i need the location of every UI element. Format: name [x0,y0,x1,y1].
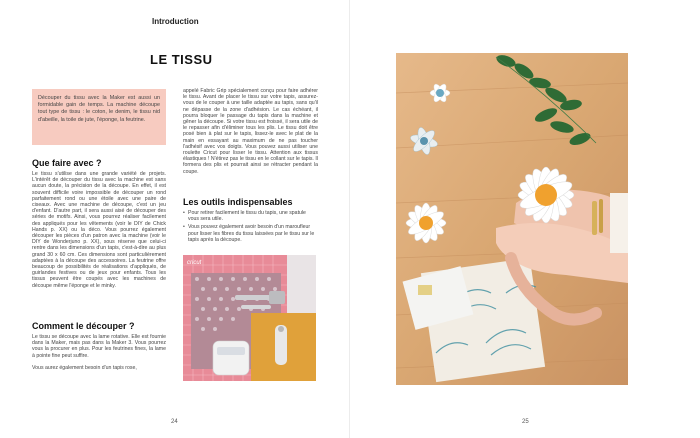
page-number-left: 24 [171,419,178,425]
list-item: • Pour retirer facilement le tissu du tapis, une spatule vous sera utile. [183,210,318,222]
running-head: Introduction [152,17,199,26]
section-heading-comment: Comment le découper ? [32,321,135,331]
tools-list [183,210,318,245]
column2-text: appelé Fabric Grip spécialement conçu pour faire adhérer le tissu. Avant de placer le tissu sur votre tapis, assurez-vous de le couper à une taille adaptée au tapis, sans qu'il ne dépasse de la zone d'adhésion. Le cas échéant, il pourra bloquer le passage du tapis dans la machine et gêner la découpe. Si votre tissu est froissé, il sera utile de le repasser afin d'éliminer tous les plis. Le tissu doit être posé bien à plat sur le tapis, lissez-le avec le plat de la main en essayant au maximum de ne pas toucher l'adhésif avec vos doigts. Vous pouvez aussi utiliser une roulette Cricut pour lisser le tissu. Attention aux tissus élastiques ! N'étirez pas le tissu en le collant sur le tapis. Il formera des plis et pourrait ainsi se rétracter pendant la coupe. [183,88,318,175]
intro-box-text: Découper du tissu avec la Maker est aussi un formidable gain de temps. La machine découpe tout type de tissu : le coton, le denim, le tissu nid d'abeille, la toile de jute, l'éponge, la feutrine. [38,95,160,123]
cricut-tools-photo [183,255,316,381]
cricut-tools-illustration [183,255,316,381]
cricut-logo: cricut [187,260,202,266]
fabric-daisy-photo [396,53,628,385]
page-title: LE TISSU [150,52,213,67]
page-number-right: 25 [522,419,529,425]
intro-box [32,89,166,145]
section-text-que-faire: Le tissu s'utilise dans une grande variété de projets. L'intérêt de découper du tissu avec la machine est sans aucun doute, la précision de la découpe. En effet, il est souvent difficile voire impossible de découper un rond parfaitement rond ou une étoile avec une paire de ciseaux. Avec une machine de découpe, c'est un jeu d'enfant. D'autre part, il sera aussi aisé de découper des séries de motifs. Ainsi, vous pourrez réaliser facilement des appliqués pour les vêtements (voir le DIY de Chick Hands p. XX) ou la déco. Vous pourrez également découper les pièces d'un patron avec la machine (voir le DIY de Wonderjuno p. XX), sous réserve que celui-ci rentre dans les dimensions d'un tapis, c'est-à-dire au plus grand 30 x 60 cm. Ces dimensions sont particulièrement adaptées à la découpe des accessoires. La feutrine offre beaucoup de possibilités de réalisations d'appliqués, de guirlandes festives ou de jeux pour enfants. Tous les tissus peuvent être coupés avec les machines de découpe même l'éponge et le minky. [32,171,166,289]
section-text-comment-b: Vous aurez également besoin d'un tapis rose, [32,365,137,371]
daisy-hands-illustration [396,53,628,385]
list-item: • Vous pouvez également avoir besoin d'un maroufleur pour lisser les fibres du tissu laissées par le tissu sur le tapis après la découpe. [183,224,318,243]
section-text-comment: Le tissu se découpe avec la lame rotative. Elle est fournie dans la Maker, mais pas dans la Maker 3. Vous pourrez vous la procurer en plus. Pour les feutrines fines, la lame à pointe fine peut suffire. [32,334,166,359]
cricut-device [213,341,249,375]
section-heading-outils: Les outils indispensables [183,197,293,207]
section-heading-que-faire: Que faire avec ? [32,158,102,168]
